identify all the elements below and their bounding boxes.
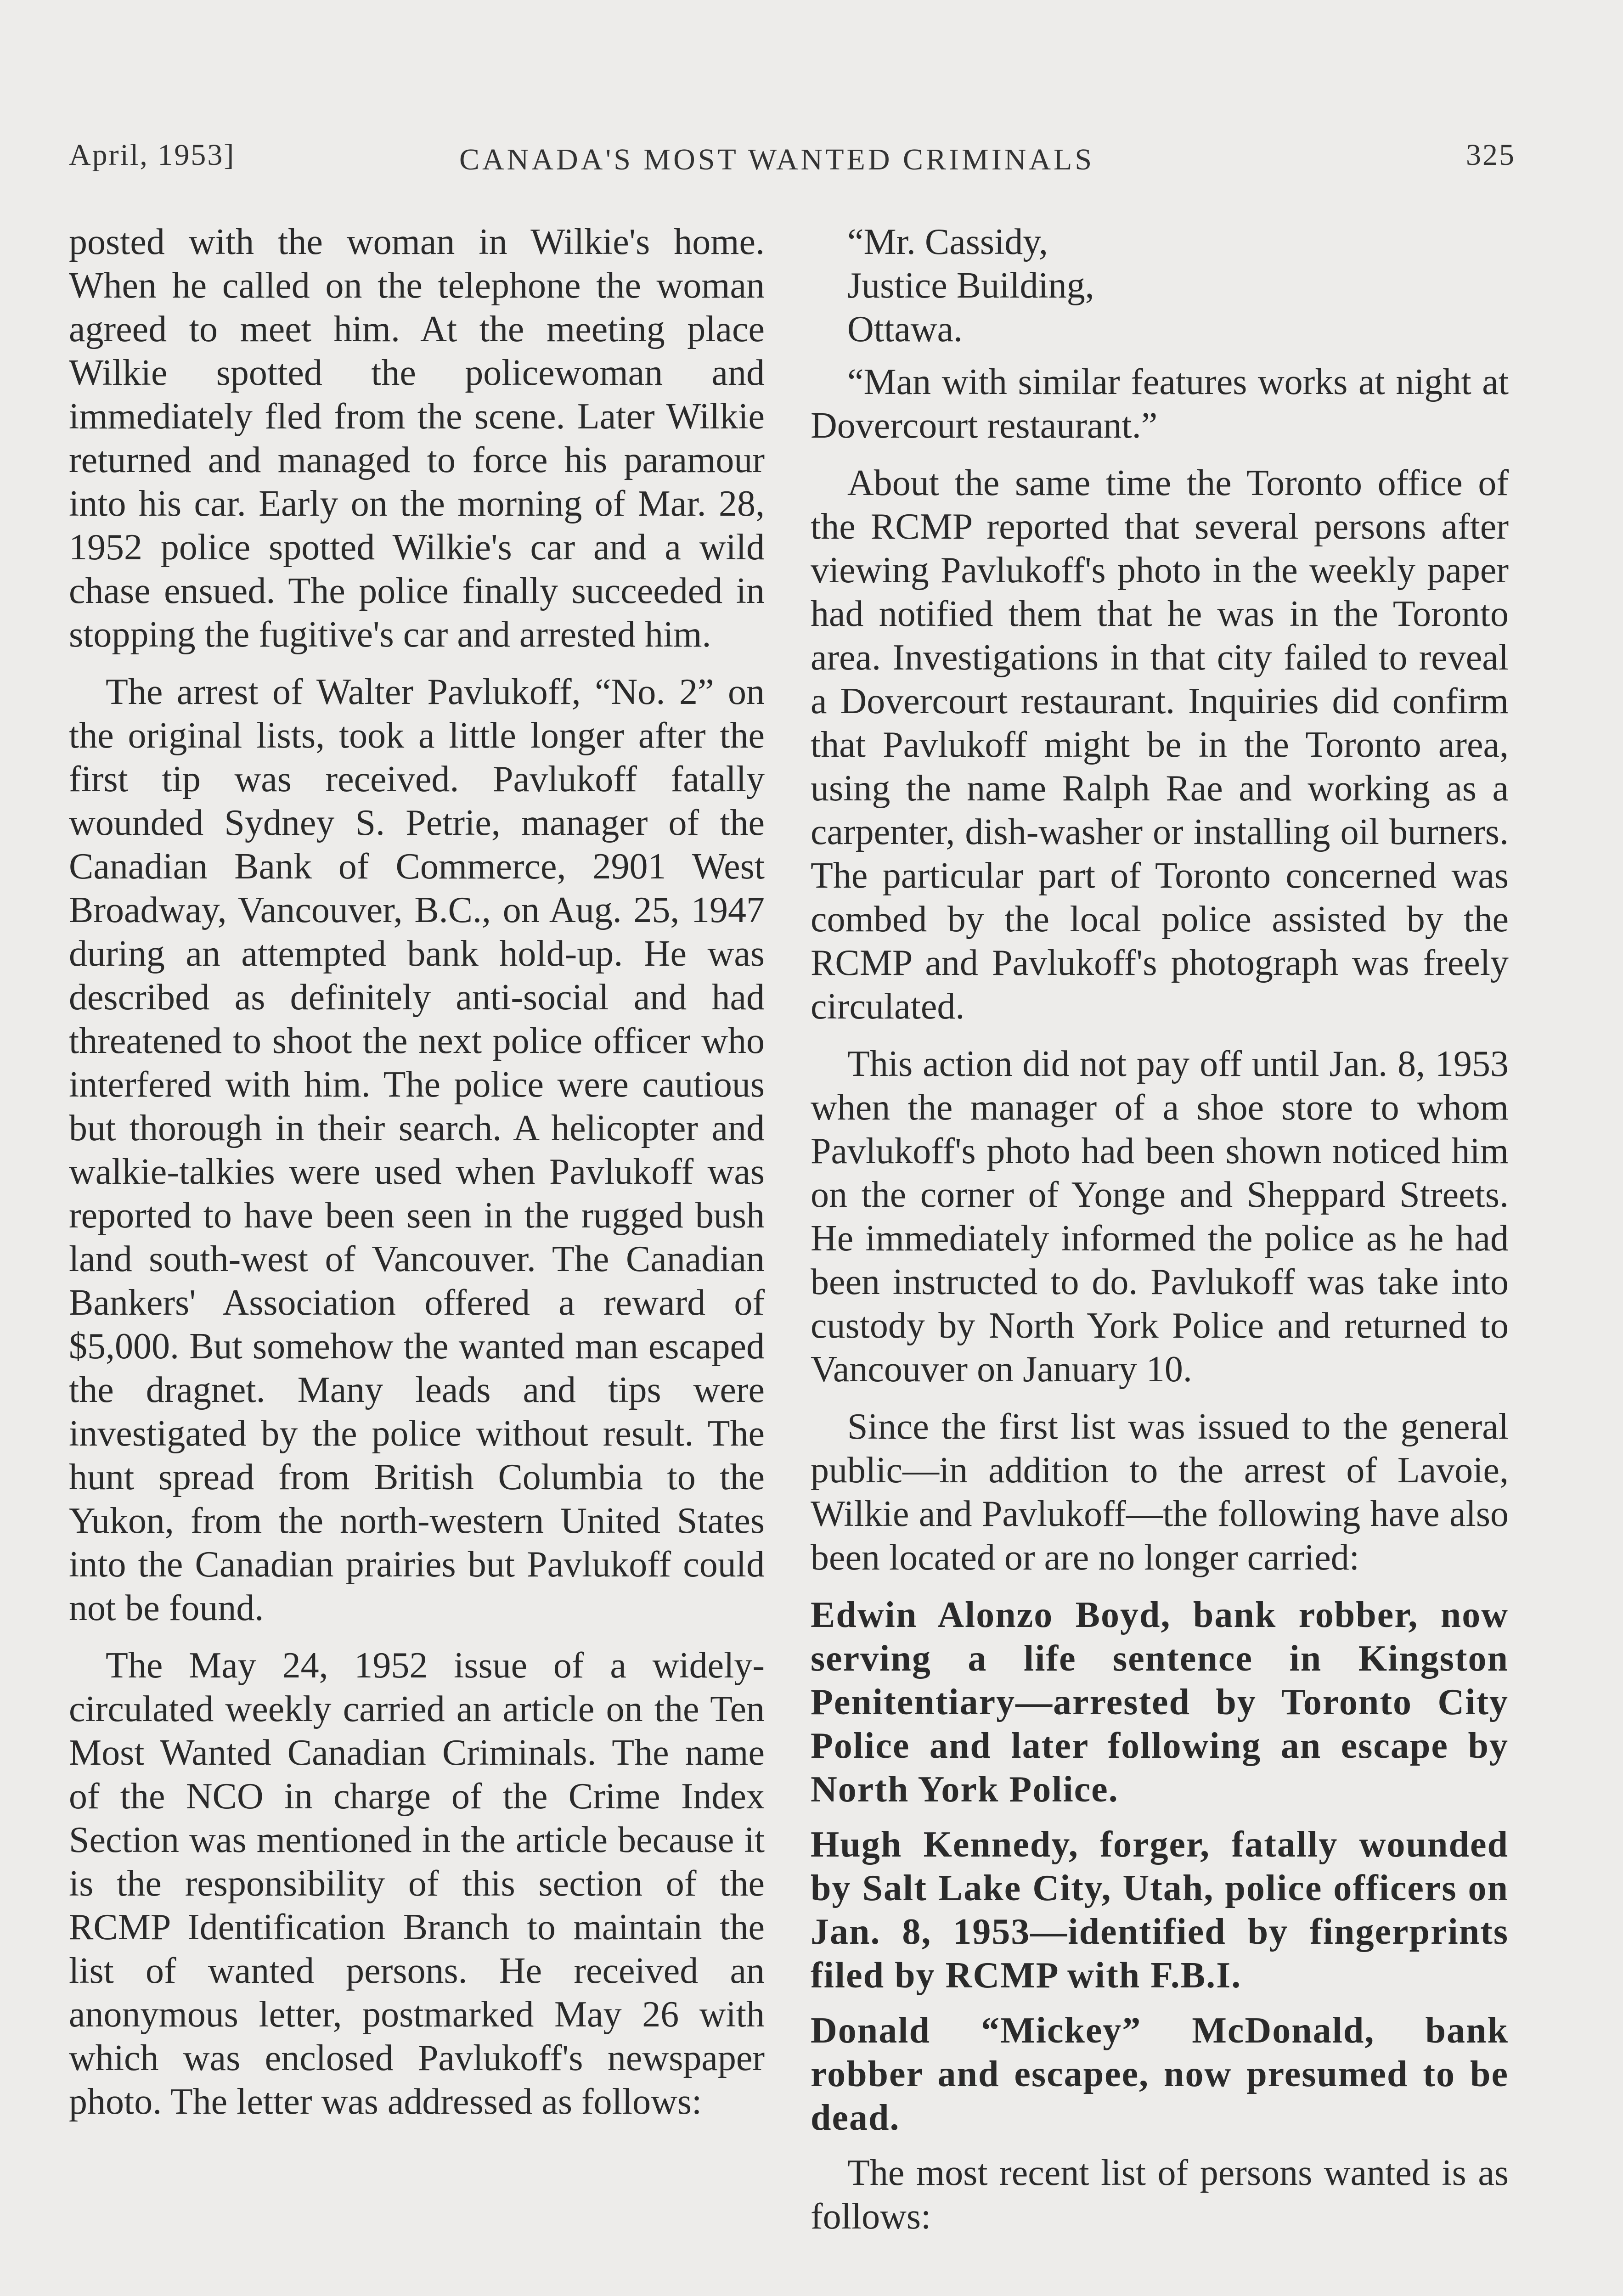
paragraph: posted with the woman in Wilkie's home. When he called on the telephone the woman agreed to meet him. At the meeting place Wilkie spotted the policewoman and immediately fled from the scene. Later Wilkie returned and managed to force his paramour into his car. Early on the morning of Mar. 28, 1952 police spotted Wilkie's car and a wild chase ensued. The police finally succeeded in stopping the fugitive's car and arrested him. [69,222,765,655]
paragraph: The arrest of Walter Pavlukoff, “No. 2” on the original lists, took a little longer after the first tip was received. Pavlukoff fatally wounded Sydney S. Petrie, manager of the Canadian Bank of Commerce, 2901 West Broadway, Vancouver, B.C., on Aug. 25, 1947 during an attempted bank hold-up. He was described as definitely anti-social and had threatened to shoot the next police officer who interfered with him. The police were cautious but thorough in their search. A helicopter and walkie-talkies were used when Pavlukoff was reported to have been seen in the rugged bush land south-west of Vancouver. The Canadian Bankers' Association offered a reward of $5,000. But somehow the wanted man escaped the dragnet. Many leads and tips were investigated by the police without result. The hunt spread from British Columbia to the Yukon, from the north-western United States into the Canadian prairies but Pavlukoff could not be found. [69,672,765,1628]
running-header [69,138,1516,179]
paragraph: The May 24, 1952 issue of a widely-circulated weekly carried an article on the Ten Most Wanted Canadian Criminals. The name of the NCO in charge of the Crime Index Section was mentioned in the article because it is the responsibility of this section of the RCMP Identification Branch to maintain the list of wanted persons. He received an anonymous letter, postmarked May 26 with which was enclosed Pavlukoff's newspaper photo. The letter was addressed as follows: [69,1645,765,2122]
paragraph: This action did not pay off until Jan. 8, 1953 when the manager of a shoe store to whom Pavlukoff's photo had been shown noticed him on the corner of Yonge and Sheppard Streets. He immediately informed the police as he had been instructed to do. Pavlukoff was take into custody by North York Police and returned to Vancouver on January 10. [811,1044,1509,1390]
header-title: CANADA'S MOST WANTED CRIMINALS [459,143,1095,176]
located-person-entry: Edwin Alonzo Boyd, bank robber, now serving a life sentence in Kingston Penitentiary—arrested by Toronto City Police and later following an escape by North York Police. [811,1595,1509,1810]
address-line: Ottawa. [847,309,963,349]
address-line: Justice Building, [847,265,1094,306]
header-date: April, 1953] [69,138,236,172]
page-number: 325 [1466,138,1516,172]
letter-address [811,220,1509,351]
paragraph: About the same time the Toronto office of the RCMP reported that several persons after viewing Pavlukoff's photo in the weekly paper had notified them that he was in the Toronto area. Investigations in that city failed to reveal a Dovercourt restaurant. Inquiries did confirm that Pavlukoff might be in the Toronto area, using the name Ralph Rae and working as a carpenter, dish-washer or installing oil burners. The particular part of Toronto concerned was combed by the local police assisted by the RCMP and Pavlukoff's photograph was freely circulated. [811,463,1509,1027]
located-person-entry: Donald “Mickey” McDonald, bank robber and escapee, now presumed to be dead. [811,2010,1509,2138]
address-line: “Mr. Cassidy, [847,222,1048,262]
right-column [811,220,1509,2252]
located-person-entry: Hugh Kennedy, forger, fatally wounded by Salt Lake City, Utah, police officers on Jan. 8, 1953—identified by fingerprints filed by RCMP with F.B.I. [811,1824,1509,1996]
left-column [69,220,765,2138]
paragraph: The most recent list of persons wanted is as follows: [811,2153,1509,2237]
letter-quote: “Man with similar features works at night at Dovercourt restaurant.” [811,362,1509,446]
paragraph: Since the first list was issued to the general public—in addition to the arrest of Lavoie, Wilkie and Pavlukoff—the following have also been located or are no longer carried: [811,1407,1509,1578]
